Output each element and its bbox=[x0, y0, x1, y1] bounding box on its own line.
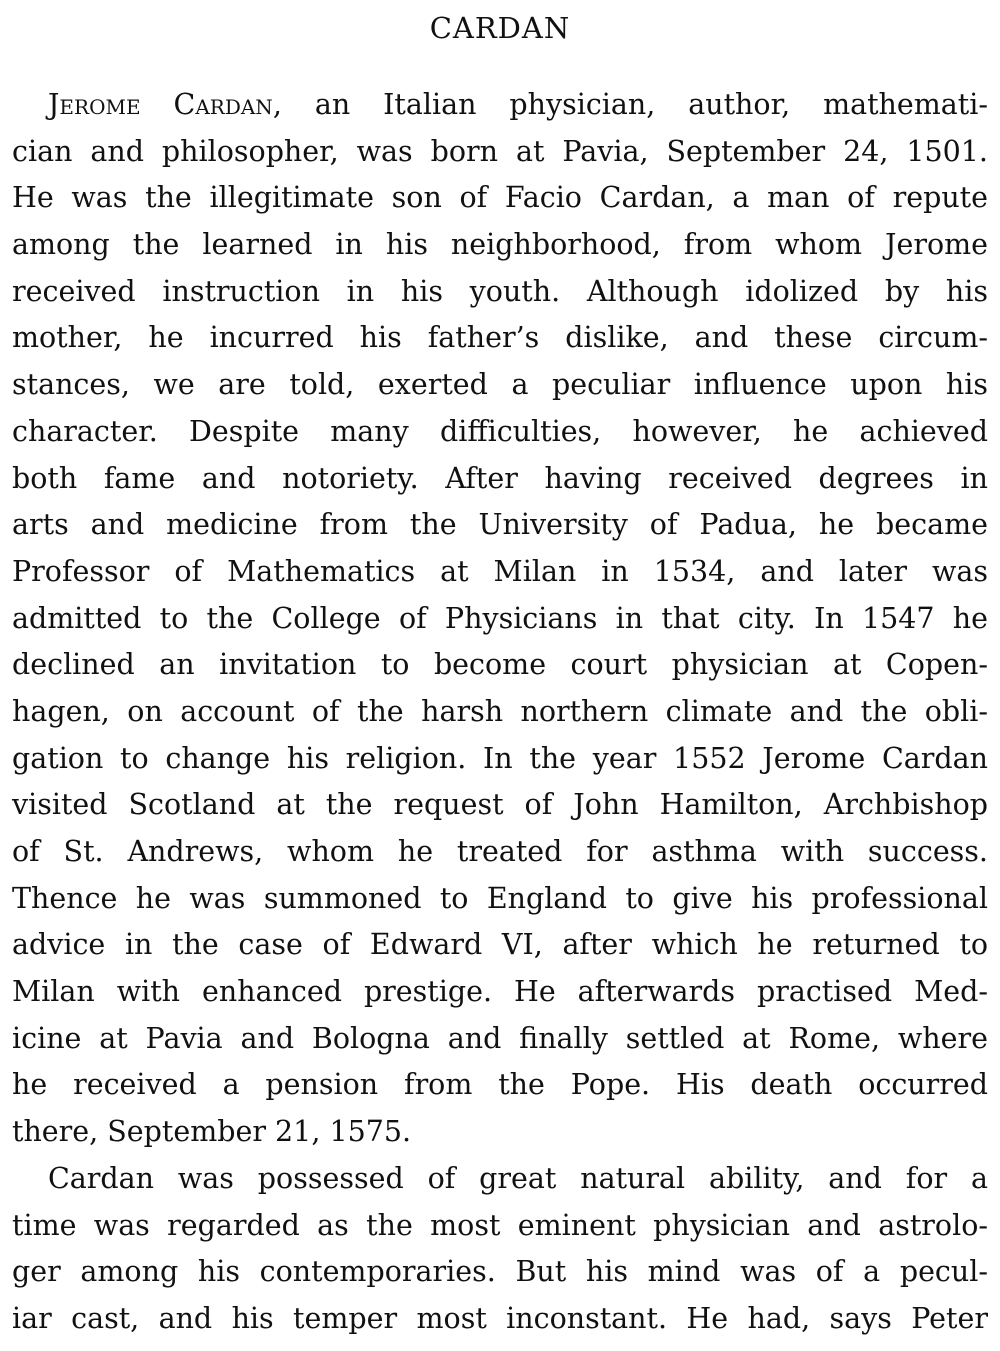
text-line: there, September 21, 1575. bbox=[12, 1115, 412, 1149]
text-line: time was regarded as the most eminent physician and astrolo- bbox=[12, 1208, 988, 1242]
text-line: ger among his contemporaries. But his mind was of a pecul- bbox=[12, 1255, 988, 1289]
text-line: declined an invitation to become court physician at Copen- bbox=[12, 648, 988, 682]
body-text bbox=[12, 82, 988, 1343]
name-small-caps: Jerome Cardan bbox=[48, 88, 273, 121]
text-line: Milan with enhanced prestige. He afterwards practised Med- bbox=[12, 975, 988, 1009]
text-line: visited Scotland at the request of John Hamilton, Archbishop bbox=[12, 788, 988, 822]
text-line: stances, we are told, exerted a peculiar influence upon his bbox=[12, 368, 988, 402]
text-line: received instruction in his youth. Although idolized by his bbox=[12, 274, 988, 308]
page-heading: CARDAN bbox=[429, 11, 571, 45]
text-line: arts and medicine from the University of Padua, he became bbox=[12, 508, 988, 542]
text-line: advice in the case of Edward VI, after which he returned to bbox=[12, 928, 988, 962]
text-line: Thence he was summoned to England to give his professional bbox=[12, 881, 988, 915]
text-line: mother, he incurred his father’s dislike, and these circum- bbox=[12, 321, 988, 355]
text-line: he received a pension from the Pope. His death occurred bbox=[12, 1068, 988, 1102]
text-line: among the learned in his neighborhood, from whom Jerome bbox=[12, 228, 988, 262]
text-line: admitted to the College of Physicians in that city. In 1547 he bbox=[12, 601, 988, 635]
text-line: character. Despite many difficulties, however, he achieved bbox=[12, 414, 988, 448]
text-line: gation to change his religion. In the year 1552 Jerome Cardan bbox=[12, 741, 988, 775]
text-line: both fame and notoriety. After having received degrees in bbox=[12, 461, 988, 495]
text-line: iar cast, and his temper most inconstant. He had, says Peter bbox=[12, 1301, 988, 1335]
text-line: Cardan was possessed of great natural ability, and for a bbox=[48, 1161, 988, 1195]
text-line: Professor of Mathematics at Milan in 1534, and later was bbox=[12, 554, 988, 588]
text-line: cian and philosopher, was born at Pavia, September 24, 1501. bbox=[12, 134, 988, 168]
text-line: icine at Pavia and Bologna and finally settled at Rome, where bbox=[12, 1021, 988, 1055]
text-line: He was the illegitimate son of Facio Cardan, a man of repute bbox=[12, 181, 988, 215]
text-line: Jerome Cardan, an Italian physician, author, mathemati- bbox=[48, 88, 988, 121]
text-line: of St. Andrews, whom he treated for asthma with success. bbox=[12, 835, 988, 868]
text-line: hagen, on account of the harsh northern climate and the obli- bbox=[12, 694, 988, 728]
